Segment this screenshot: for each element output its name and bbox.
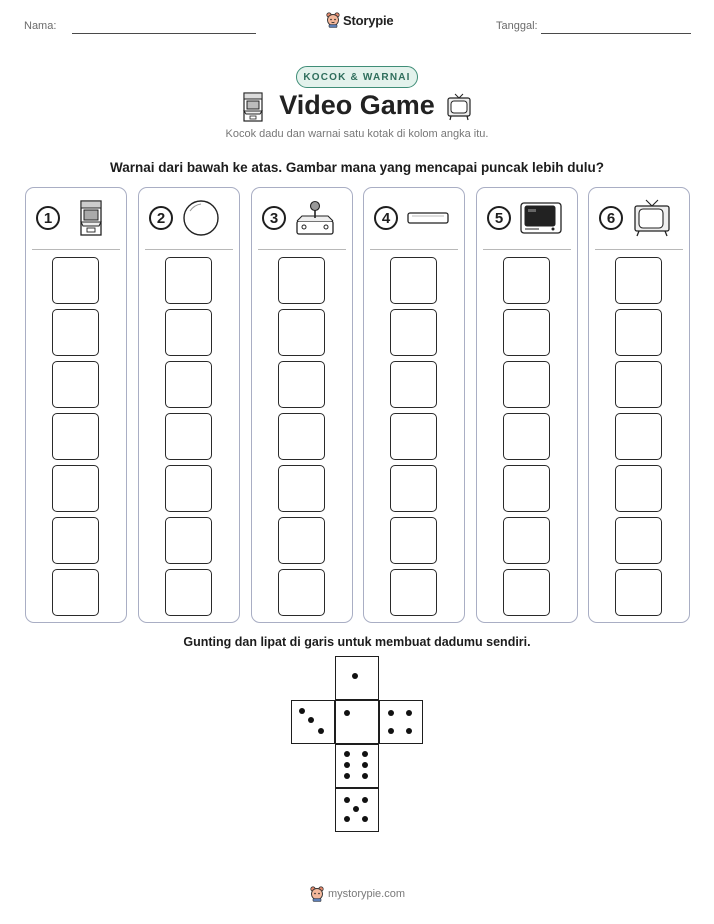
color-box[interactable] — [503, 569, 550, 616]
column-1 — [25, 187, 127, 623]
color-box[interactable] — [615, 413, 662, 460]
page-subtitle: Kocok dadu dan warnai satu kotak di kolom angka itu. — [225, 128, 489, 140]
column-5 — [476, 187, 578, 623]
color-box[interactable] — [165, 569, 212, 616]
brand-name: Storypie — [343, 12, 394, 28]
die-pip — [406, 710, 412, 716]
die-pip — [362, 751, 368, 757]
column-divider — [258, 249, 346, 250]
color-box[interactable] — [615, 257, 662, 304]
color-box[interactable] — [278, 413, 325, 460]
column-2 — [138, 187, 240, 623]
color-box[interactable] — [390, 569, 437, 616]
name-label: Nama: — [24, 20, 57, 32]
color-box[interactable] — [278, 309, 325, 356]
die-pip — [344, 751, 350, 757]
color-box[interactable] — [503, 257, 550, 304]
storypie-mascot-icon — [326, 12, 340, 28]
brand-logo — [326, 12, 393, 28]
cut-instruction: Gunting dan lipat di garis untuk membuat dadumu sendiri. — [183, 635, 531, 649]
column-divider — [595, 249, 683, 250]
storypie-mascot-icon — [310, 886, 324, 902]
color-box[interactable] — [615, 309, 662, 356]
die-pip — [344, 816, 350, 822]
arcade-cabinet-icon — [68, 199, 114, 237]
die-pip — [388, 728, 394, 734]
column-6 — [588, 187, 690, 623]
color-box[interactable] — [278, 361, 325, 408]
column-number: 2 — [149, 206, 173, 230]
footer-url[interactable]: mystorypie.com — [328, 888, 406, 900]
column-number: 6 — [599, 206, 623, 230]
color-box[interactable] — [52, 465, 99, 512]
date-line[interactable] — [541, 33, 691, 34]
die-pip — [344, 762, 350, 768]
color-box[interactable] — [390, 517, 437, 564]
die-pip — [406, 728, 412, 734]
ball-icon — [181, 199, 227, 237]
game-cartridge-icon — [406, 199, 452, 237]
color-box[interactable] — [503, 413, 550, 460]
die-pip — [344, 710, 350, 716]
die-face-6 — [335, 744, 379, 788]
column-divider — [145, 249, 233, 250]
color-box[interactable] — [615, 465, 662, 512]
color-box[interactable] — [165, 517, 212, 564]
color-box[interactable] — [390, 257, 437, 304]
die-pip — [362, 773, 368, 779]
column-divider — [32, 249, 120, 250]
column-3 — [251, 187, 353, 623]
color-box[interactable] — [503, 309, 550, 356]
color-box[interactable] — [52, 413, 99, 460]
die-pip — [362, 762, 368, 768]
color-box[interactable] — [278, 569, 325, 616]
die-pip — [344, 773, 350, 779]
die-pip — [318, 728, 324, 734]
retro-monitor-icon — [519, 199, 565, 237]
color-box[interactable] — [165, 257, 212, 304]
color-box[interactable] — [278, 517, 325, 564]
joystick-icon — [294, 199, 340, 237]
color-box[interactable] — [615, 517, 662, 564]
die-face-1 — [335, 656, 379, 700]
instruction-text: Warnai dari bawah ke atas. Gambar mana yang mencapai puncak lebih dulu? — [110, 160, 604, 175]
column-number: 4 — [374, 206, 398, 230]
color-box[interactable] — [278, 257, 325, 304]
date-label: Tanggal: — [496, 20, 538, 32]
color-box[interactable] — [52, 309, 99, 356]
color-box[interactable] — [52, 569, 99, 616]
retro-tv-icon — [631, 199, 677, 237]
activity-badge: KOCOK & WARNAI — [296, 66, 418, 88]
name-line[interactable] — [72, 33, 256, 34]
die-pip — [299, 708, 305, 714]
die-pip — [344, 797, 350, 803]
color-box[interactable] — [52, 257, 99, 304]
die-pip — [352, 673, 358, 679]
color-box[interactable] — [390, 309, 437, 356]
column-number: 5 — [487, 206, 511, 230]
die-pip — [362, 797, 368, 803]
color-box[interactable] — [165, 413, 212, 460]
column-number: 3 — [262, 206, 286, 230]
color-box[interactable] — [52, 361, 99, 408]
color-box[interactable] — [503, 465, 550, 512]
color-box[interactable] — [503, 361, 550, 408]
color-box[interactable] — [278, 465, 325, 512]
color-box[interactable] — [165, 309, 212, 356]
color-box[interactable] — [52, 517, 99, 564]
color-box[interactable] — [165, 465, 212, 512]
column-4 — [363, 187, 465, 623]
die-face-4 — [379, 700, 423, 744]
die-pip — [353, 806, 359, 812]
color-box[interactable] — [390, 361, 437, 408]
page-title: Video Game — [279, 90, 435, 120]
column-number: 1 — [36, 206, 60, 230]
color-box[interactable] — [390, 465, 437, 512]
color-box[interactable] — [390, 413, 437, 460]
column-divider — [370, 249, 458, 250]
die-pip — [388, 710, 394, 716]
die-face-1 — [335, 700, 379, 744]
column-divider — [483, 249, 571, 250]
color-box[interactable] — [503, 517, 550, 564]
retro-tv-icon — [446, 93, 472, 121]
color-box[interactable] — [615, 361, 662, 408]
die-face-3 — [291, 700, 335, 744]
color-box[interactable] — [165, 361, 212, 408]
die-face-5 — [335, 788, 379, 832]
die-pip — [362, 816, 368, 822]
footer — [310, 886, 405, 902]
die-pip — [308, 717, 314, 723]
color-box[interactable] — [615, 569, 662, 616]
